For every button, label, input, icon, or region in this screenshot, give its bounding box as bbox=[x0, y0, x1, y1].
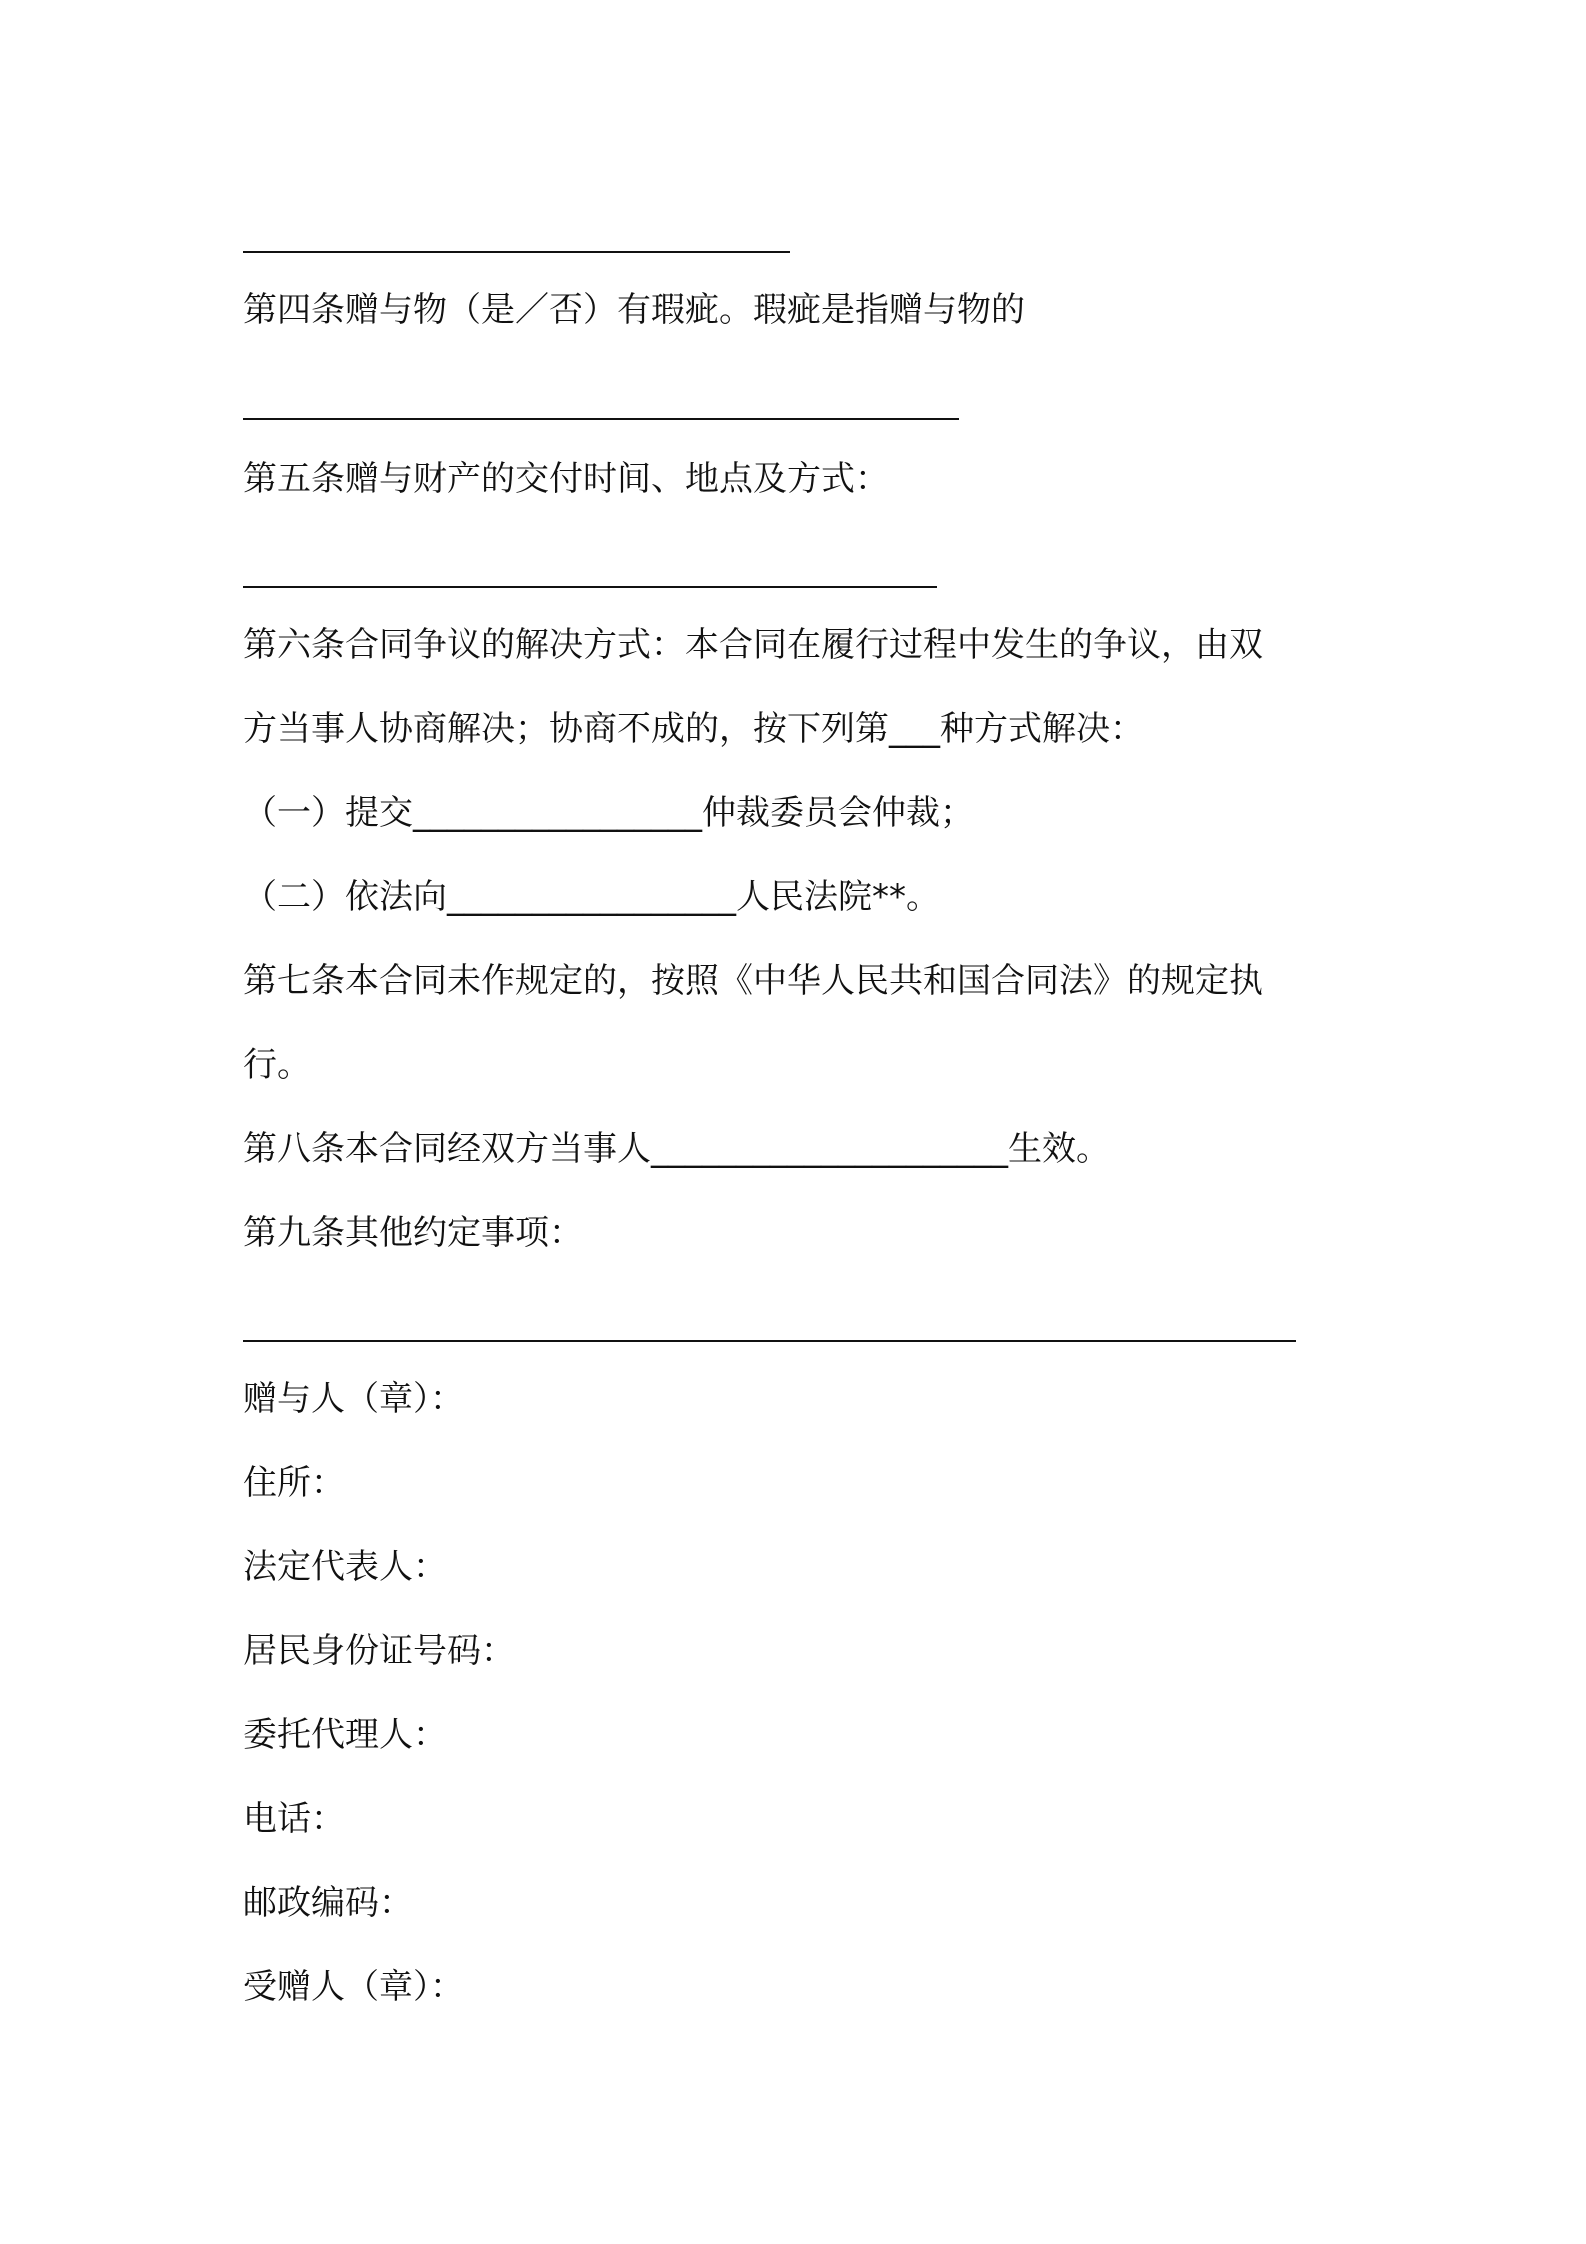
fill-blank-line bbox=[243, 1340, 1296, 1342]
donor-seal-label: 赠与人（章）： bbox=[243, 1379, 464, 1419]
article-5: 第五条赠与财产的交付时间、地点及方式： bbox=[243, 459, 889, 499]
postcode-label: 邮政编码： bbox=[243, 1883, 413, 1923]
fill-blank-line bbox=[243, 418, 959, 420]
dispute-option-1: （一）提交_________________仲裁委员会仲裁； bbox=[243, 793, 974, 833]
phone-label: 电话： bbox=[243, 1799, 345, 1839]
agent-label: 委托代理人： bbox=[243, 1715, 447, 1755]
dispute-option-2: （二）依法向_________________人民法院**。 bbox=[243, 877, 940, 917]
donee-seal-label: 受赠人（章）： bbox=[243, 1967, 464, 2007]
article-9: 第九条其他约定事项： bbox=[243, 1213, 583, 1253]
article-7-line-1: 第七条本合同未作规定的，按照《中华人民共和国合同法》的规定执 bbox=[243, 961, 1263, 1001]
legal-rep-label: 法定代表人： bbox=[243, 1547, 447, 1587]
article-6-line-2: 方当事人协商解决；协商不成的，按下列第___种方式解决： bbox=[243, 709, 1144, 749]
fill-blank-line bbox=[243, 586, 937, 588]
fill-blank-line bbox=[243, 251, 790, 253]
id-number-label: 居民身份证号码： bbox=[243, 1631, 515, 1671]
article-8: 第八条本合同经双方当事人_____________________生效。 bbox=[243, 1129, 1110, 1169]
article-6-line-1: 第六条合同争议的解决方式：本合同在履行过程中发生的争议，由双 bbox=[243, 625, 1263, 665]
article-7-line-2: 行。 bbox=[243, 1045, 311, 1085]
address-label: 住所： bbox=[243, 1463, 345, 1503]
article-4: 第四条赠与物（是／否）有瑕疵。瑕疵是指赠与物的 bbox=[243, 290, 1025, 330]
